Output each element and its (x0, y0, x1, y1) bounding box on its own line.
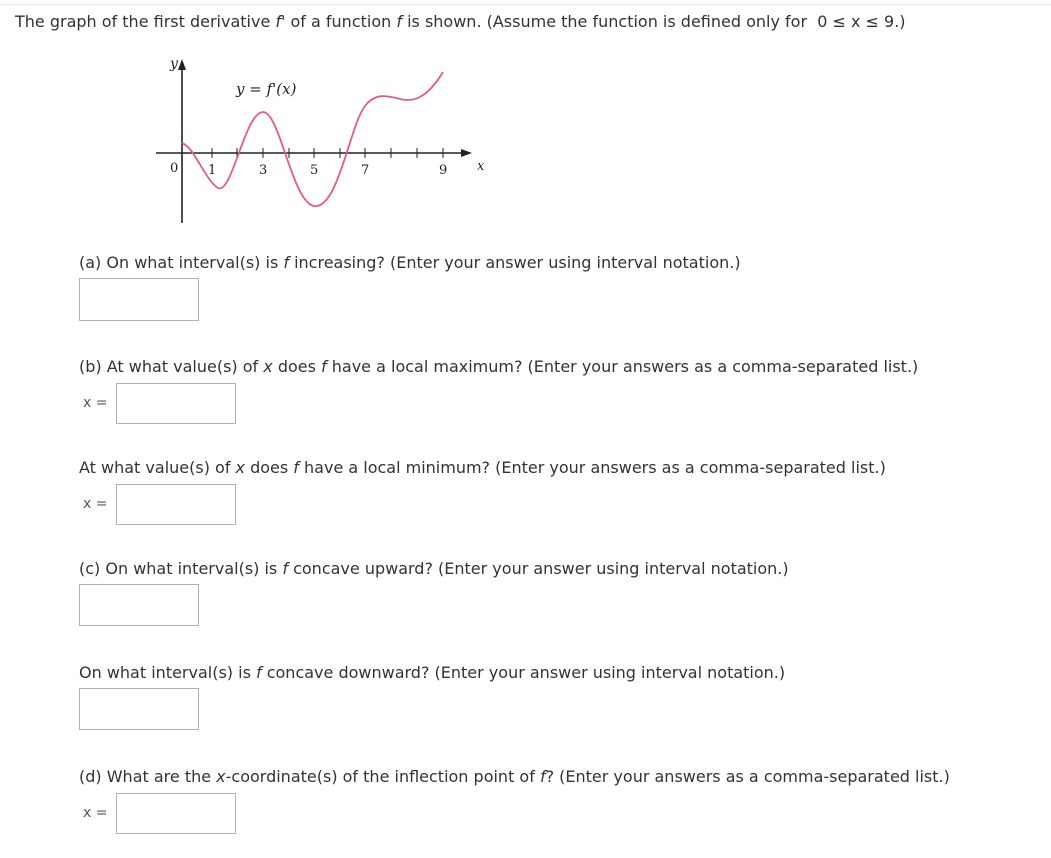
part-a-question (79, 253, 741, 272)
part-a-f: f (283, 253, 289, 272)
part-b1-x: x (263, 357, 273, 376)
part-b2-x: x (235, 458, 245, 477)
part-b1-f: f (321, 357, 327, 376)
part-c2-before: On what interval(s) is (79, 663, 256, 682)
tick-label-3: 3 (259, 163, 268, 178)
part-d-before: (d) What are the (79, 767, 217, 786)
intro-after: is shown. (Assume the function is defined only for (402, 12, 808, 31)
x-axis-label: x (477, 159, 485, 174)
part-b-min-question (79, 458, 886, 477)
intro-text (15, 12, 906, 31)
intro-domain: 0 ≤ x ≤ 9.) (817, 12, 906, 31)
intro-fprime: f' (275, 12, 286, 31)
tick-label-7: 7 (361, 163, 370, 178)
intro-mid: of a function (285, 12, 397, 31)
top-divider (0, 4, 1051, 5)
part-d-x: x (216, 767, 226, 786)
part-b1-after: have a local maximum? (Enter your answers as a comma-separated list.) (326, 357, 919, 376)
concave-up-input[interactable] (79, 584, 199, 626)
derivative-curve (182, 72, 443, 206)
part-b1-before: (b) At what value(s) of (79, 357, 264, 376)
local-max-x-label: x = (83, 395, 108, 411)
part-b2-mid: does (245, 458, 294, 477)
part-a-before: (a) On what interval(s) is (79, 253, 284, 272)
part-d-f: f (539, 767, 546, 786)
part-d-question (79, 767, 950, 786)
part-c-down-question (79, 663, 785, 682)
part-b2-before: At what value(s) of (79, 458, 236, 477)
curve-label: y = f'(x) (236, 80, 297, 98)
increasing-interval-input[interactable] (79, 278, 199, 321)
origin-label: 0 (170, 161, 179, 176)
tick-label-1: 1 (208, 163, 217, 178)
local-min-input[interactable] (116, 484, 236, 525)
derivative-graph (150, 50, 510, 225)
intro-f: f (396, 12, 402, 31)
part-d-after: ? (Enter your answers as a comma-separated list.) (545, 767, 950, 786)
part-b1-mid: does (272, 357, 322, 376)
x-axis-arrow (461, 149, 472, 157)
inflection-point-input[interactable] (116, 793, 236, 834)
y-axis-arrow (178, 59, 186, 70)
part-a-after: increasing? (Enter your answer using interval notation.) (289, 253, 741, 272)
part-d-mid: -coordinate(s) of the inflection point of (225, 767, 540, 786)
y-axis-label: y (170, 56, 178, 72)
tick-label-9: 9 (439, 163, 448, 178)
part-c2-after: concave downward? (Enter your answer using interval notation.) (261, 663, 786, 682)
local-min-x-label: x = (83, 496, 108, 512)
part-c1-f: f (282, 559, 288, 578)
part-c1-after: concave upward? (Enter your answer using interval notation.) (288, 559, 789, 578)
part-b-max-question (79, 357, 918, 376)
part-b2-f: f (293, 458, 299, 477)
inflection-x-label: x = (83, 805, 108, 821)
local-max-input[interactable] (116, 383, 236, 424)
tick-label-5: 5 (310, 163, 319, 178)
part-c2-f: f (255, 663, 262, 682)
intro-before: The graph of the first derivative (15, 12, 276, 31)
part-b2-after: have a local minimum? (Enter your answers as a comma-separated list.) (298, 458, 886, 477)
part-c1-before: (c) On what interval(s) is (79, 559, 283, 578)
part-c-up-question (79, 559, 789, 578)
concave-down-input[interactable] (79, 688, 199, 730)
